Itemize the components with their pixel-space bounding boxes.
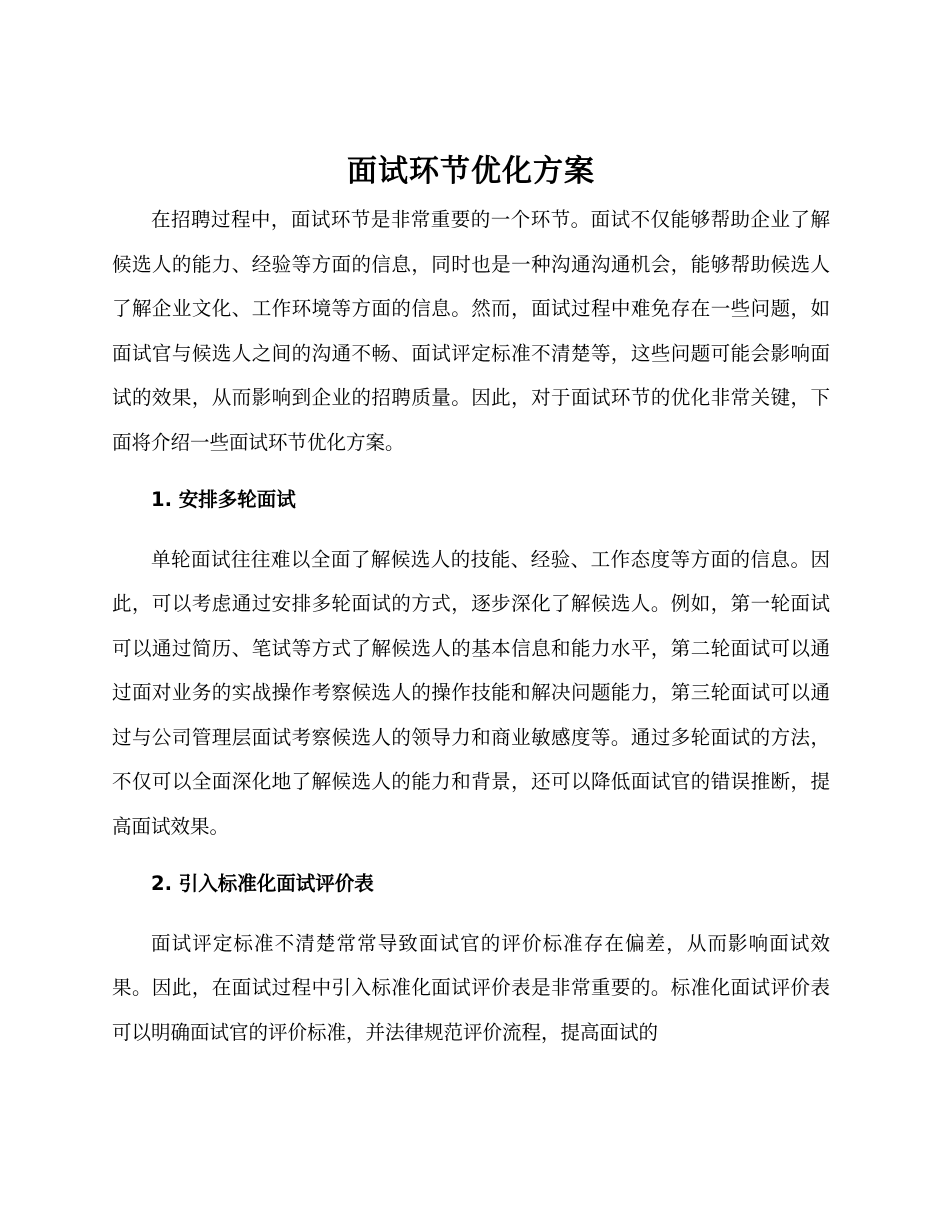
spacer — [112, 523, 830, 538]
section-1-heading: 1. 安排多轮面试 — [151, 488, 296, 511]
document-page — [112, 150, 830, 1055]
spacer — [112, 907, 830, 922]
intro-paragraph: 在招聘过程中，面试环节是非常重要的一个环节。面试不仅能够帮助企业了解候选人的能力、经验等方面的信息，同时也是一种沟通沟通机会，能够帮助候选人了解企业文化、工作环境等方面的信息。然而，面试过程中难免存在一些问题，如面试官与候选人之间的沟通不畅、面试评定标准不清楚等，这些问题可能会影响面试的效果，从而影响到企业的招聘质量。因此，对于面试环节的优化非常关键，下面将介绍一些面试环节优化方案。 — [112, 208, 830, 454]
spacer — [112, 465, 830, 478]
spacer — [112, 849, 830, 862]
section-2-paragraph: 面试评定标准不清楚常常导致面试官的评价标准存在偏差，从而影响面试效果。因此，在面试过程中引入标准化面试评价表是非常重要的。标准化面试评价表可以明确面试官的评价标准，并法律规范评价流程，提高面试的 — [112, 931, 830, 1044]
section-1-paragraph: 单轮面试往往难以全面了解候选人的技能、经验、工作态度等方面的信息。因此，可以考虑通过安排多轮面试的方式，逐步深化了解候选人。例如，第一轮面试可以通过简历、笔试等方式了解候选人的基本信息和能力水平，第二轮面试可以通过面对业务的实战操作考察候选人的操作技能和解决问题能力，第三轮面试可以通过与公司管理层面试考察候选人的领导力和商业敏感度等。通过多轮面试的方法，不仅可以全面深化地了解候选人的能力和背景，还可以降低面试官的错误推断，提高面试效果。 — [112, 547, 830, 838]
section-2-heading: 2. 引入标准化面试评价表 — [151, 872, 374, 895]
document-title: 面试环节优化方案 — [347, 154, 595, 189]
